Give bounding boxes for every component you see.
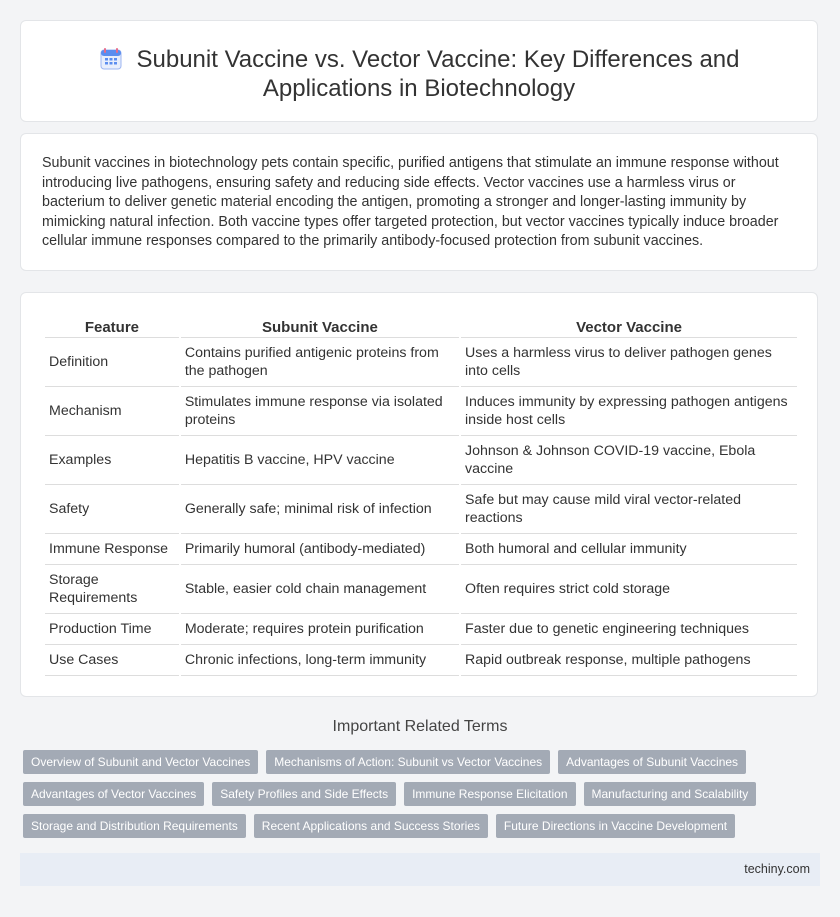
title-line-1: Subunit Vaccine vs. Vector Vaccine: Key Differences and	[136, 46, 740, 73]
cell-subunit: Stable, easier cold chain management	[181, 565, 459, 614]
cell-feature: Use Cases	[45, 645, 179, 676]
related-term-tag[interactable]: Mechanisms of Action: Subunit vs Vector Vaccines	[266, 750, 550, 774]
footer	[20, 853, 820, 886]
tag-row	[23, 782, 823, 806]
cell-subunit: Hepatitis B vaccine, HPV vaccine	[181, 436, 459, 485]
comparison-table-card	[20, 292, 818, 697]
table-row	[45, 485, 797, 534]
cell-feature: Storage Requirements	[45, 565, 179, 614]
tag-row	[23, 750, 823, 774]
related-term-tag[interactable]: Safety Profiles and Side Effects	[212, 782, 396, 806]
related-term-tag[interactable]: Overview of Subunit and Vector Vaccines	[23, 750, 258, 774]
title-line-2: Applications in Biotechnology	[262, 75, 576, 102]
cell-subunit: Moderate; requires protein purification	[181, 614, 459, 645]
table-row	[45, 387, 797, 436]
table-row	[45, 645, 797, 676]
cell-vector: Uses a harmless virus to deliver pathogen genes into cells	[461, 338, 797, 387]
cell-subunit: Primarily humoral (antibody-mediated)	[181, 534, 459, 565]
related-term-tag[interactable]: Future Directions in Vaccine Development	[496, 814, 735, 838]
cell-vector: Safe but may cause mild viral vector-related reactions	[461, 485, 797, 534]
cell-vector: Rapid outbreak response, multiple pathogens	[461, 645, 797, 676]
table-row	[45, 534, 797, 565]
tag-row	[23, 814, 823, 838]
header-subunit: Subunit Vaccine	[181, 315, 459, 338]
cell-vector: Often requires strict cold storage	[461, 565, 797, 614]
cell-feature: Examples	[45, 436, 179, 485]
related-terms-tags	[23, 750, 823, 846]
comparison-table	[43, 315, 799, 676]
cell-feature: Mechanism	[45, 387, 179, 436]
table-header-row	[45, 315, 797, 338]
cell-vector: Johnson & Johnson COVID-19 vaccine, Ebola vaccine	[461, 436, 797, 485]
calendar-icon	[99, 47, 123, 71]
related-term-tag[interactable]: Storage and Distribution Requirements	[23, 814, 246, 838]
related-terms-title: Important Related Terms	[332, 718, 508, 735]
cell-feature: Immune Response	[45, 534, 179, 565]
related-term-tag[interactable]: Recent Applications and Success Stories	[254, 814, 488, 838]
related-term-tag[interactable]: Advantages of Subunit Vaccines	[558, 750, 746, 774]
cell-subunit: Contains purified antigenic proteins from the pathogen	[181, 338, 459, 387]
header-feature: Feature	[45, 315, 179, 338]
related-term-tag[interactable]: Manufacturing and Scalability	[584, 782, 757, 806]
table-row	[45, 565, 797, 614]
title-card	[20, 20, 818, 122]
cell-subunit: Chronic infections, long-term immunity	[181, 645, 459, 676]
cell-subunit: Generally safe; minimal risk of infection	[181, 485, 459, 534]
cell-feature: Definition	[45, 338, 179, 387]
cell-subunit: Stimulates immune response via isolated proteins	[181, 387, 459, 436]
cell-vector: Induces immunity by expressing pathogen antigens inside host cells	[461, 387, 797, 436]
cell-vector: Both humoral and cellular immunity	[461, 534, 797, 565]
page-title	[21, 45, 817, 103]
table-row	[45, 436, 797, 485]
table-row	[45, 338, 797, 387]
cell-vector: Faster due to genetic engineering techniques	[461, 614, 797, 645]
intro-paragraph: Subunit vaccines in biotechnology pets contain specific, purified antigens that stimulate an immune response without introducing live pathogens, ensuring safety and reducing side effects. Vector vaccines use a harmless virus or bacterium to deliver genetic material encoding the antigen, promoting a stronger and longer-lasting immunity by mimicking natural infection. Both vaccine types offer targeted protection, but vector vaccines typically induce broader cellular immune responses compared to the primarily antibody-focused protection from subunit vaccines.	[42, 155, 779, 249]
related-term-tag[interactable]: Advantages of Vector Vaccines	[23, 782, 204, 806]
cell-feature: Production Time	[45, 614, 179, 645]
footer-site-link[interactable]: techiny.com	[744, 862, 810, 876]
cell-feature: Safety	[45, 485, 179, 534]
related-term-tag[interactable]: Immune Response Elicitation	[404, 782, 575, 806]
table-row	[45, 614, 797, 645]
intro-card	[20, 133, 818, 271]
header-vector: Vector Vaccine	[461, 315, 797, 338]
